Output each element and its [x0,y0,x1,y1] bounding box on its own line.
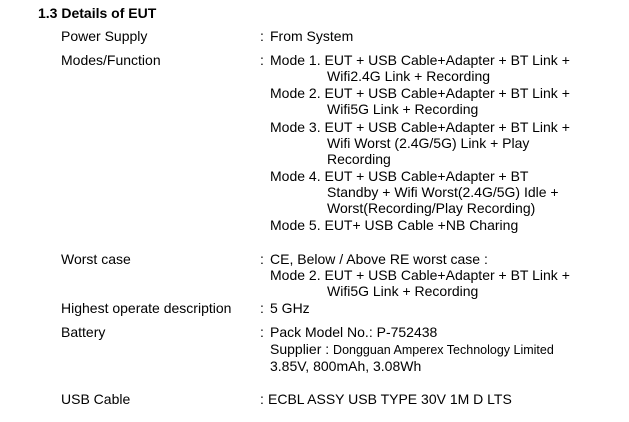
worst-case-label: Worst case [61,251,131,267]
mode3-line3: Recording [327,151,391,167]
mode3-line2: Wifi Worst (2.4G/5G) Link + Play [327,135,530,151]
mode4-line1: Mode 4. EUT + USB Cable+Adapter + BT [270,168,529,184]
colon: : [260,391,264,407]
highest-operate-label: Highest operate description [61,300,232,316]
mode3-line1: Mode 3. EUT + USB Cable+Adapter + BT Link + [270,119,570,135]
mode5-line1: Mode 5. EUT+ USB Cable +NB Charing [270,217,519,233]
mode2-line2: Wifi5G Link + Recording [327,101,479,117]
mode1-line2: Wifi2.4G Link + Recording [327,68,491,84]
mode2-line1: Mode 2. EUT + USB Cable+Adapter + BT Link + [270,85,570,101]
modes-label: Modes/Function [61,52,161,68]
battery-supplier [270,341,554,358]
colon: : [260,251,264,267]
colon: : [260,28,264,44]
usb-cable-value: ECBL ASSY USB TYPE 30V 1M D LTS [268,391,512,407]
usb-cable-label: USB Cable [61,391,131,407]
battery-model: Pack Model No.: P-752438 [270,324,438,340]
battery-label: Battery [61,324,106,340]
highest-operate-value: 5 GHz [270,300,310,316]
mode1-line1: Mode 1. EUT + USB Cable+Adapter + BT Link + [270,52,570,68]
worst-case-line1: CE, Below / Above RE worst case : [270,251,488,267]
worst-case-line3: Wifi5G Link + Recording [327,283,479,299]
colon: : [260,324,264,340]
mode4-line3: Worst(Recording/Play Recording) [327,200,536,216]
battery-supplier-prefix: Supplier : [270,341,334,357]
battery-supplier-name: Dongguan Amperex Technology Limited [333,343,554,357]
battery-spec: 3.85V, 800mAh, 3.08Wh [270,358,422,374]
mode4-line2: Standby + Wifi Worst(2.4G/5G) Idle + [327,184,559,200]
section-title: 1.3 Details of EUT [38,5,157,21]
colon: : [260,300,264,316]
power-supply-value: From System [270,28,354,44]
worst-case-line2: Mode 2. EUT + USB Cable+Adapter + BT Link + [270,267,570,283]
power-supply-label: Power Supply [61,28,148,44]
colon: : [260,52,264,68]
